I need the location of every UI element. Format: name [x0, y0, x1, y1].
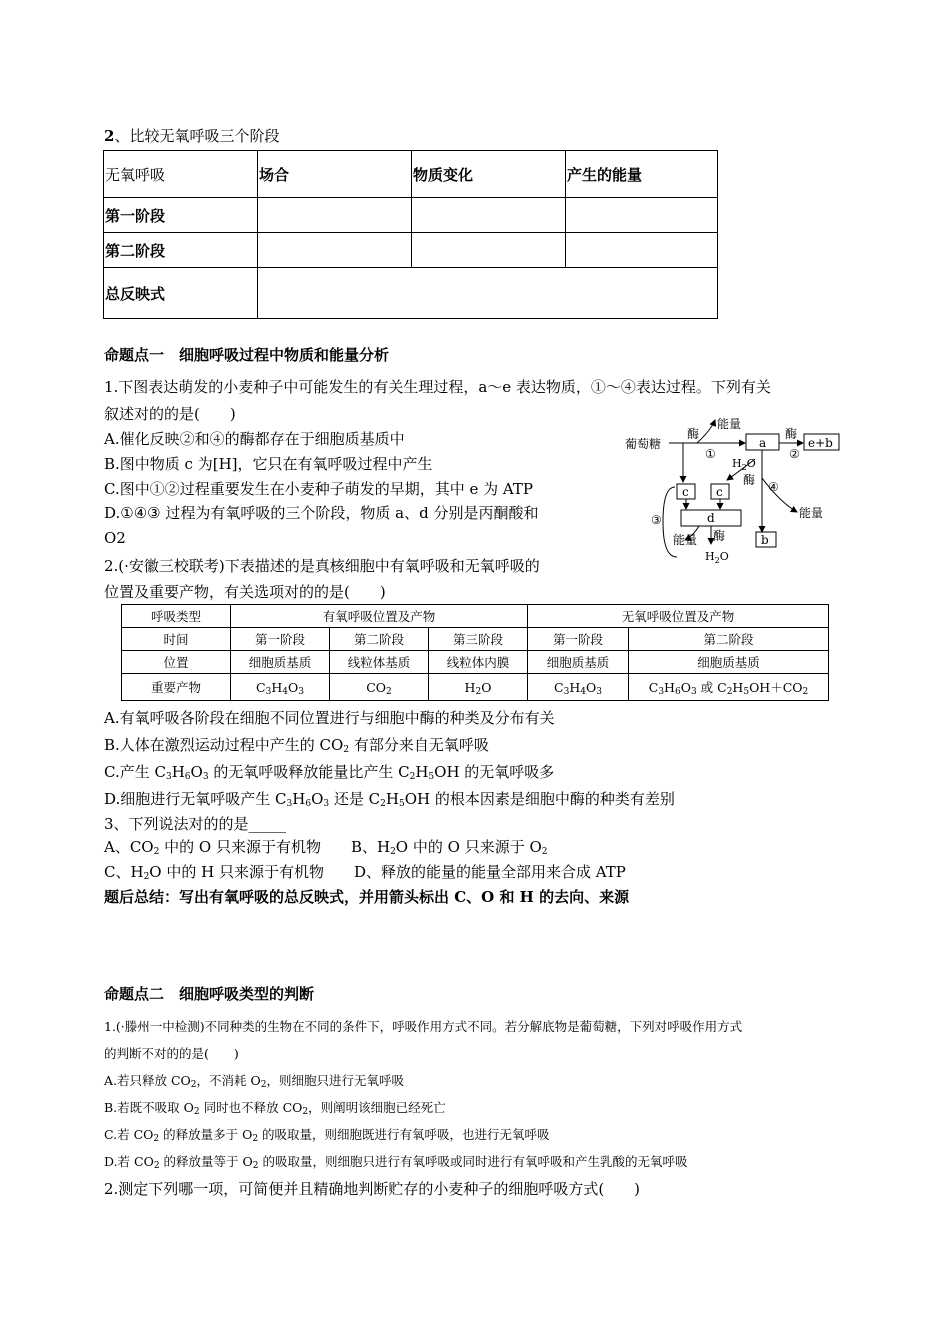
cell: 第一阶段 — [528, 628, 629, 651]
label-h2o2: $H_2O$ — [705, 550, 729, 565]
p2q1-option-c: C.若 $CO_2$ 的释放量多于 $O_2$ 的吸取量，则细胞既进行有氧呼吸，也进行无氧呼吸 — [104, 1127, 550, 1144]
th-anaerobic: 无氧呼吸 — [104, 151, 258, 198]
cell[interactable] — [566, 233, 718, 268]
q2-option-a: A.有氧呼吸各阶段在细胞不同位置进行与细胞中酶的种类及分布有关 — [104, 709, 555, 727]
q1-stem2: 叙述对的的是( ) — [104, 405, 236, 423]
label-enzyme: 酶 — [687, 427, 700, 441]
label-d: d — [707, 511, 715, 525]
q2-stem: 2.(·安徽三校联考)下表描述的是真核细胞中有氧呼吸和无氧呼吸的 — [104, 557, 540, 575]
anaerobic-table — [103, 150, 718, 319]
label-enzyme2: 酶 — [785, 427, 798, 441]
label-a: a — [759, 436, 767, 450]
q1-option-a: A.催化反映②和④的酶都存在于细胞质基质中 — [104, 430, 405, 448]
point2-title: 命题点二 细胞呼吸类型的判断 — [104, 985, 315, 1003]
label-c2: c — [716, 485, 723, 499]
label-c1: c — [682, 485, 689, 499]
cell: 线粒体内膜 — [429, 651, 528, 674]
p2q1-stem2: 的判断不对的的是( ) — [104, 1046, 239, 1061]
q2-option-d: D.细胞进行无氧呼吸产生 $C_3H_6O_3$ 还是 $C_2H_5OH$ 的根本因素是细胞中酶的种类有差别 — [104, 790, 675, 809]
row-position: 位置 — [122, 651, 231, 674]
cell: 第一阶段 — [231, 628, 330, 651]
label-circle3: ③ — [651, 513, 662, 527]
label-energy1: 能量 — [717, 417, 742, 431]
cell: $C_3H_4O_3$ — [231, 674, 330, 701]
p2q1-stem: 1.(·滕州一中检测)不同种类的生物在不同的条件下，呼吸作用方式不同。若分解底物是葡萄糖，下列对呼吸作用方式 — [104, 1019, 743, 1034]
cell[interactable] — [258, 268, 718, 319]
q2-option-c: C.产生 $C_3H_6O_3$ 的无氧呼吸释放能量比产生 $C_2H_5OH$ 的无氧呼吸多 — [104, 763, 555, 782]
p2q1-option-a: A.若只释放 $CO_2$，不消耗 $O_2$，则细胞只进行无氧呼吸 — [104, 1073, 405, 1090]
q1-option-d2: O2 — [104, 529, 126, 547]
cell[interactable] — [258, 198, 412, 233]
q2-stem2: 位置及重要产物，有关选项对的的是( ) — [104, 583, 386, 601]
cell: 第二阶段 — [330, 628, 429, 651]
cell[interactable] — [412, 198, 566, 233]
label-energy2: 能量 — [799, 506, 824, 520]
cell: 线粒体基质 — [330, 651, 429, 674]
label-eb: e+b — [808, 436, 833, 450]
row-product: 重要产物 — [122, 674, 231, 701]
th-substance: 物质变化 — [412, 151, 566, 198]
th-type: 呼吸类型 — [122, 605, 231, 628]
q1-stem: 1.下图表达萌发的小麦种子中可能发生的有关生理过程，a～e 表达物质，①～④表达过程。下列有关 — [104, 378, 771, 396]
label-b: b — [761, 533, 769, 547]
th-anaerobic: 无氧呼吸位置及产物 — [528, 605, 829, 628]
label-circle2: ② — [789, 447, 800, 461]
label-circle4: ④ — [768, 480, 779, 494]
cell: 第二阶段 — [629, 628, 829, 651]
cell: $H_2O$ — [429, 674, 528, 701]
label-enzyme3: 酶 — [743, 473, 756, 487]
th-aerobic: 有氧呼吸位置及产物 — [231, 605, 528, 628]
p2q2-stem: 2.测定下列哪一项，可简便并且精确地判断贮存的小麦种子的细胞呼吸方式( ) — [104, 1180, 641, 1198]
cell[interactable] — [412, 233, 566, 268]
cell: 细胞质基质 — [528, 651, 629, 674]
label-h2o: $H_2O$ — [732, 457, 756, 472]
label-circle1: ① — [705, 447, 716, 461]
summary: 题后总结：写出有氧呼吸的总反映式，并用箭头标出 C、O 和 H 的去向、来源 — [104, 888, 630, 906]
q1-option-d: D.①④③ 过程为有氧呼吸的三个阶段，物质 a、d 分别是丙酮酸和 — [104, 504, 539, 522]
q2-option-b: B.人体在激烈运动过程中产生的 $CO_2$ 有部分来自无氧呼吸 — [104, 736, 489, 755]
row-stage2: 第二阶段 — [104, 233, 258, 268]
respiration-table — [121, 604, 829, 701]
section-title: 2、比较无氧呼吸三个阶段 — [104, 127, 280, 145]
cell[interactable] — [258, 233, 412, 268]
cell: $CO_2$ — [330, 674, 429, 701]
point1-title: 命题点一 细胞呼吸过程中物质和能量分析 — [104, 346, 390, 364]
p2q1-option-d: D.若 $CO_2$ 的释放量等于 $O_2$ 的吸取量，则细胞只进行有氧呼吸或同时进行有氧呼吸和产生乳酸的无氧呼吸 — [104, 1154, 688, 1171]
cell[interactable] — [566, 198, 718, 233]
cell: 细胞质基质 — [231, 651, 330, 674]
row-time: 时间 — [122, 628, 231, 651]
p2q1-option-b: B.若既不吸取 $O_2$ 同时也不释放 $CO_2$，则阐明该细胞已经死亡 — [104, 1100, 446, 1117]
th-location: 场合 — [258, 151, 412, 198]
q3-options-ab: A、$CO_2$ 中的 O 只来源于有机物 B、$H_2O$ 中的 O 只来源于 $O_2$ — [104, 838, 548, 857]
q1-option-b: B.图中物质 c 为[H]，它只在有氧呼吸过程中产生 — [104, 455, 433, 473]
label-glucose: 葡萄糖 — [625, 437, 662, 451]
th-energy: 产生的能量 — [566, 151, 718, 198]
respiration-diagram — [615, 412, 845, 570]
row-total: 总反映式 — [104, 268, 258, 319]
cell: $C_3H_6O_3$ 或 $C_2H_5OH+CO_2$ — [629, 674, 829, 701]
label-energy3: 能量 — [673, 533, 698, 547]
q3-options-cd: C、$H_2O$ 中的 H 只来源于有机物 D、释放的能量的能量全部用来合成 ATP — [104, 863, 626, 882]
label-enzyme4: 酶 — [713, 529, 726, 543]
cell: 第三阶段 — [429, 628, 528, 651]
cell: 细胞质基质 — [629, 651, 829, 674]
q1-option-c: C.图中①②过程重要发生在小麦种子萌发的早期，其中 e 为 ATP — [104, 480, 534, 498]
cell: $C_3H_4O_3$ — [528, 674, 629, 701]
row-stage1: 第一阶段 — [104, 198, 258, 233]
q3-stem: 3、下列说法对的的是_____ — [104, 815, 287, 833]
